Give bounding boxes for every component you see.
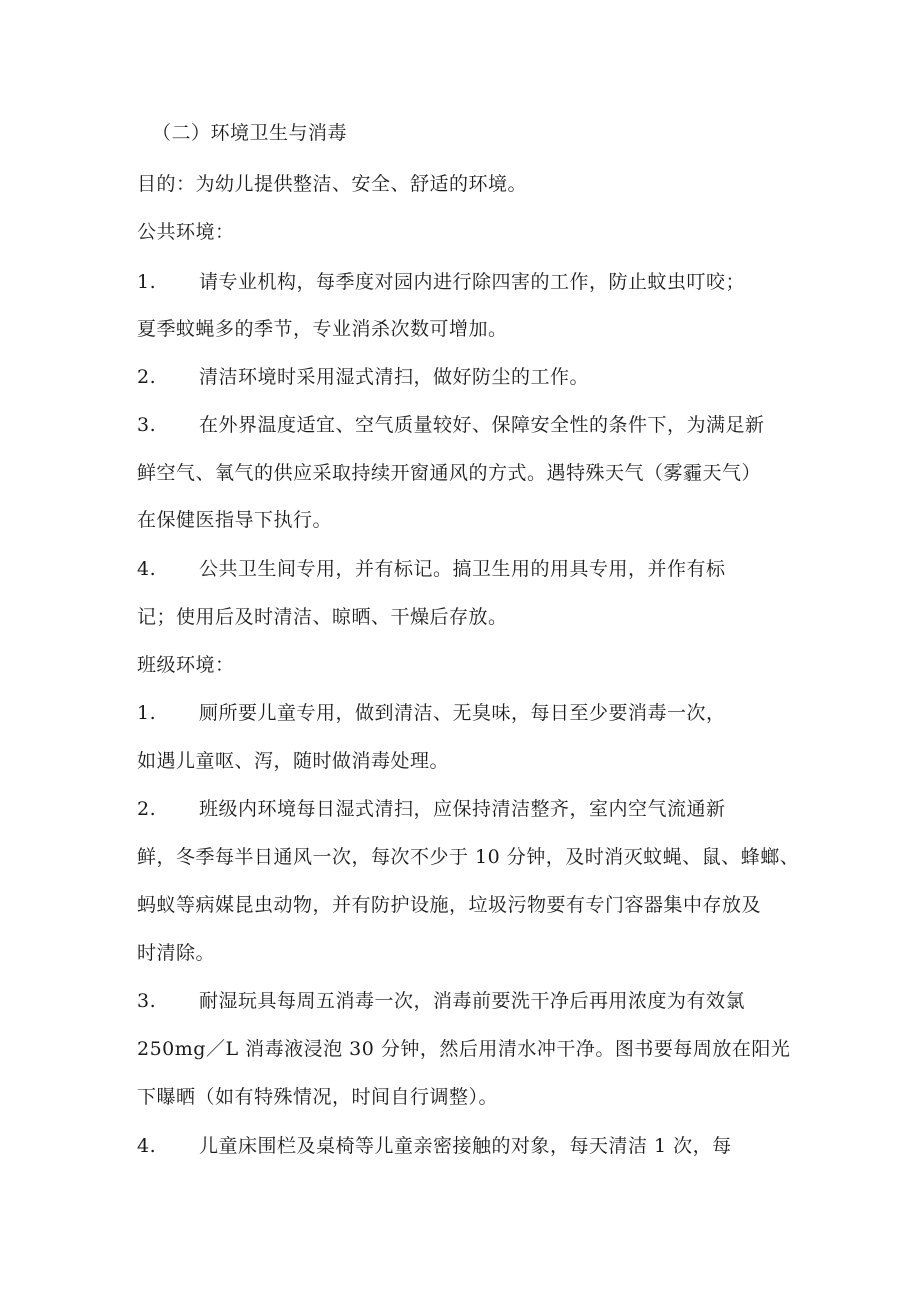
class-item-3-cont-1: 250mg／L 消毒液浸泡 30 分钟，然后用清水冲干净。图书要每周放在阳光 [137,1038,791,1060]
public-item-3-cont-2: 在保健医指导下执行。 [137,509,333,531]
purpose-line: 目的：为幼儿提供整洁、安全、舒适的环境。 [137,173,528,195]
item-number: 4. [137,558,157,580]
item-text: 在外界温度适宜、空气质量较好、保障安全性的条件下，为满足新 [199,414,765,436]
public-item-3 [137,413,765,437]
public-item-4-cont: 记；使用后及时清洁、晾晒、干燥后存放。 [137,606,508,628]
class-heading: 班级环境： [137,654,235,676]
item-text: 耐湿玩具每周五消毒一次，消毒前要洗干净后再用浓度为有效氯 [199,990,746,1012]
class-item-3-cont-2: 下曝晒（如有特殊情况，时间自行调整）。 [137,1086,499,1108]
class-item-2-cont-1: 鲜，冬季每半日通风一次，每次不少于 10 分钟，及时消灭蚊蝇、鼠、蜂螂、 [137,846,800,868]
public-item-3-cont-1: 鲜空气、氧气的供应采取持续开窗通风的方式。遇特殊天气（雾霾天气） [137,462,762,484]
item-text: 公共卫生间专用，并有标记。搞卫生用的用具专用，并作有标 [199,558,726,580]
public-item-1-cont: 夏季蚊蝇多的季节，专业消杀次数可增加。 [137,318,508,340]
item-text: 班级内环境每日湿式清扫，应保持清洁整齐，室内空气流通新 [199,798,726,820]
item-text: 厕所要儿童专用，做到清洁、无臭味，每日至少要消毒一次， [199,702,726,724]
class-item-1 [137,701,726,725]
item-number: 1. [137,702,157,724]
class-item-2 [137,797,726,821]
class-item-2-cont-2: 蚂蚁等病媒昆虫动物，并有防护设施，垃圾污物要有专门容器集中存放及 [137,894,762,916]
public-item-1 [137,270,745,294]
class-item-4 [137,1134,732,1158]
item-number: 3. [137,990,157,1012]
item-number: 2. [137,366,157,388]
class-item-3 [137,989,745,1013]
item-number: 4. [137,1135,157,1157]
class-item-2-cont-3: 时清除。 [137,942,216,964]
public-item-2 [137,365,589,389]
item-text: 请专业机构，每季度对园内进行除四害的工作，防止蚊虫叮咬； [199,271,746,293]
public-heading: 公共环境： [137,221,235,243]
item-text: 清洁环境时采用湿式清扫，做好防尘的工作。 [199,366,590,388]
item-number: 3. [137,414,157,436]
class-item-1-cont: 如遇儿童呕、泻，随时做消毒处理。 [137,750,450,772]
item-number: 1. [137,271,157,293]
item-text: 儿童床围栏及桌椅等儿童亲密接触的对象，每天清洁 1 次，每 [199,1135,732,1157]
item-number: 2. [137,798,157,820]
public-item-4 [137,557,726,581]
section-title: （二）环境卫生与消毒 [152,122,348,144]
